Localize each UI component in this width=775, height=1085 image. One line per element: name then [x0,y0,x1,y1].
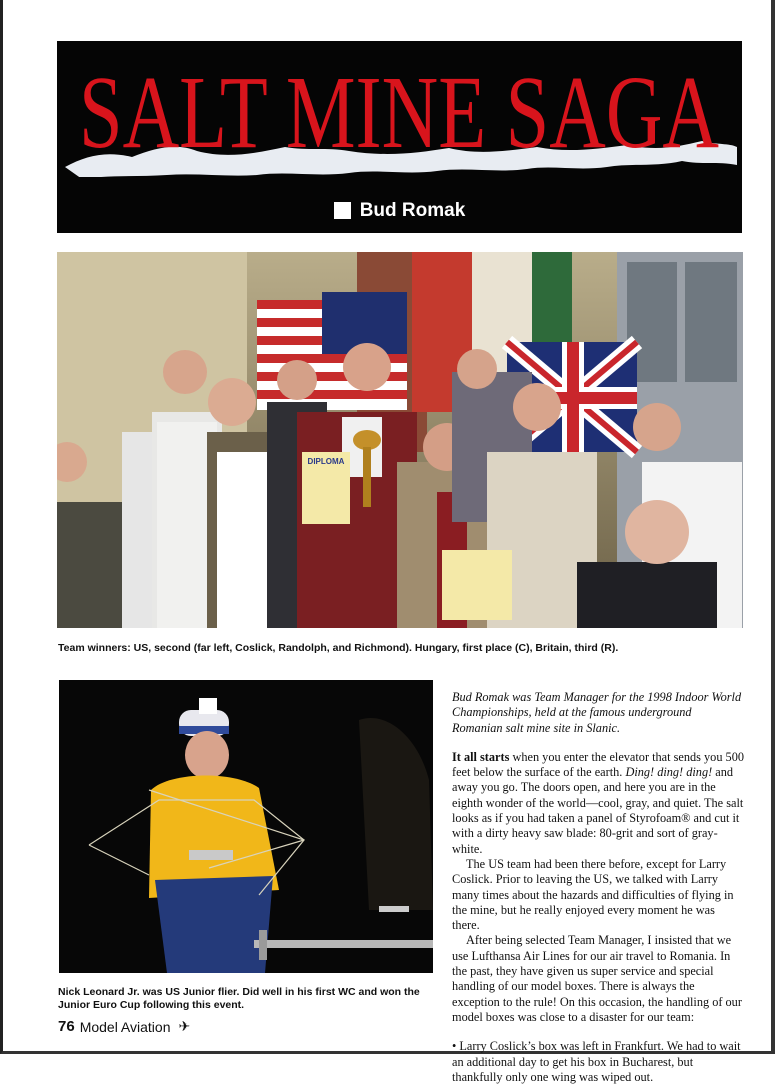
byline-square-icon [334,202,351,219]
junior-flier-photo [59,680,433,973]
team-winners-photo [57,252,743,628]
airplane-icon: ✈ [178,1018,191,1034]
page-number: 76 [58,1018,75,1035]
lead-in: It all starts [452,749,510,764]
paragraph-1-part-b: and away you go. The doors open, and here you are in the eighth wonder of the world—cool, gray, and quiet. The salt looks as if you had taken a panel of Styrofoam® and cut it with a dirty heavy saw blade: 80-grit and sort of gray-white. [452,765,744,856]
article-body [452,690,744,1085]
article-bullet-1: • Larry Coslick’s box was left in Frankfurt. We had to wait an additional day to get his box in Bucharest, but thankfully only one wing was wiped out. [452,1039,741,1084]
paragraph-1-emphasis: Ding! ding! ding! [625,765,713,780]
article-paragraph-2: The US team had been there before, except for Larry Coslick. Prior to leaving the US, we talked with Larry many times about the hazards and difficulties of flying in the mine, but he really enjoyed every moment he was there. [452,856,734,933]
article-paragraph-1 [452,750,744,857]
team-photo-art [57,252,743,628]
junior-flier-photo-art [59,680,433,973]
article-paragraph-3: After being selected Team Manager, I insisted that we use Lufthansa Air Lines for our air travel to Romania. In the past, they have given us super service and special handling of our model boxes. There is always the exception to the rule! On this occasion, the handling of our model boxes was close to a disaster for our team: [452,933,742,1024]
paragraph-1-part-a: when you enter the elevator that sends you 500 feet below the surface of the earth. [452,749,744,780]
main-photo-caption: Team winners: US, second (far left, Coslick, Randolph, and Richmond). Hungary, first place (C), Britain, third (R). [58,642,619,654]
author-name: Bud Romak [359,199,466,221]
byline [57,188,742,233]
small-photo-caption: Nick Leonard Jr. was US Junior flier. Did well in his first WC and won the Junior Euro Cup following this event. [58,986,420,1011]
article-intro: Bud Romak was Team Manager for the 1998 Indoor World Championships, held at the famous underground Romanian salt mine site in Slanic. [452,690,742,735]
page-title: SALT MINE SAGA [79,55,719,170]
magazine-name: Model Aviation [79,1018,171,1035]
title-art [57,47,742,177]
page-footer [58,1018,190,1035]
diploma-label: DIPLOMA [307,457,345,466]
